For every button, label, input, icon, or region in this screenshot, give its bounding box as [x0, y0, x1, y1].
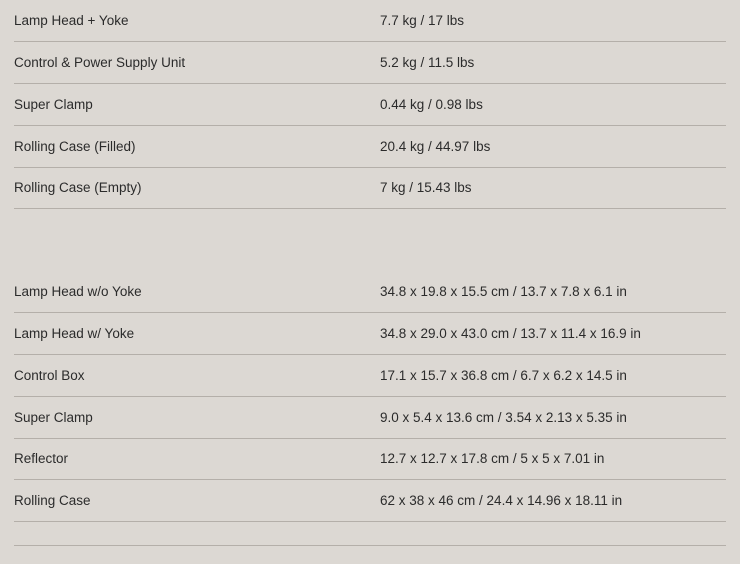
table-row [14, 355, 726, 397]
spec-label: Rolling Case (Filled) [14, 125, 380, 167]
spec-label: Rolling Case (Empty) [14, 167, 380, 209]
spec-value: 34.8 x 19.8 x 15.5 cm / 13.7 x 7.8 x 6.1 in [380, 271, 726, 313]
table-row [14, 125, 726, 167]
spec-value: 9.0 x 5.4 x 13.6 cm / 3.54 x 2.13 x 5.35 in [380, 396, 726, 438]
table-row [14, 42, 726, 84]
table-row [14, 396, 726, 438]
spacer-row [14, 209, 726, 271]
spec-label: Lamp Head + Yoke [14, 0, 380, 42]
spec-label: Lamp Head w/o Yoke [14, 271, 380, 313]
table-row [14, 84, 726, 126]
spec-value: 34.8 x 29.0 x 43.0 cm / 13.7 x 11.4 x 16.9 in [380, 313, 726, 355]
table-row [14, 271, 726, 313]
table-row [14, 480, 726, 522]
spacer-row [14, 546, 726, 564]
table-row [14, 0, 726, 42]
spec-label: Reflector [14, 438, 380, 480]
spec-label: Super Clamp [14, 396, 380, 438]
spec-value: 20.4 kg / 44.97 lbs [380, 125, 726, 167]
spec-value: 7 kg / 15.43 lbs [380, 167, 726, 209]
table-row-empty [14, 522, 726, 546]
spec-label: Lamp Head w/ Yoke [14, 313, 380, 355]
spec-value: 7.7 kg / 17 lbs [380, 0, 726, 42]
weights-section [14, 0, 726, 209]
spec-value: 17.1 x 15.7 x 36.8 cm / 6.7 x 6.2 x 14.5 in [380, 355, 726, 397]
specifications-table [14, 0, 726, 564]
spec-value: 62 x 38 x 46 cm / 24.4 x 14.96 x 18.11 in [380, 480, 726, 522]
spec-value: 12.7 x 12.7 x 17.8 cm / 5 x 5 x 7.01 in [380, 438, 726, 480]
section-gap [14, 209, 726, 271]
spec-label: Super Clamp [14, 84, 380, 126]
table-row [14, 313, 726, 355]
table-row [14, 438, 726, 480]
spec-label: Control & Power Supply Unit [14, 42, 380, 84]
spec-value: 5.2 kg / 11.5 lbs [380, 42, 726, 84]
spec-value: 0.44 kg / 0.98 lbs [380, 84, 726, 126]
dimensions-section [14, 271, 726, 564]
table-row [14, 167, 726, 209]
spec-label: Control Box [14, 355, 380, 397]
spec-label: Rolling Case [14, 480, 380, 522]
